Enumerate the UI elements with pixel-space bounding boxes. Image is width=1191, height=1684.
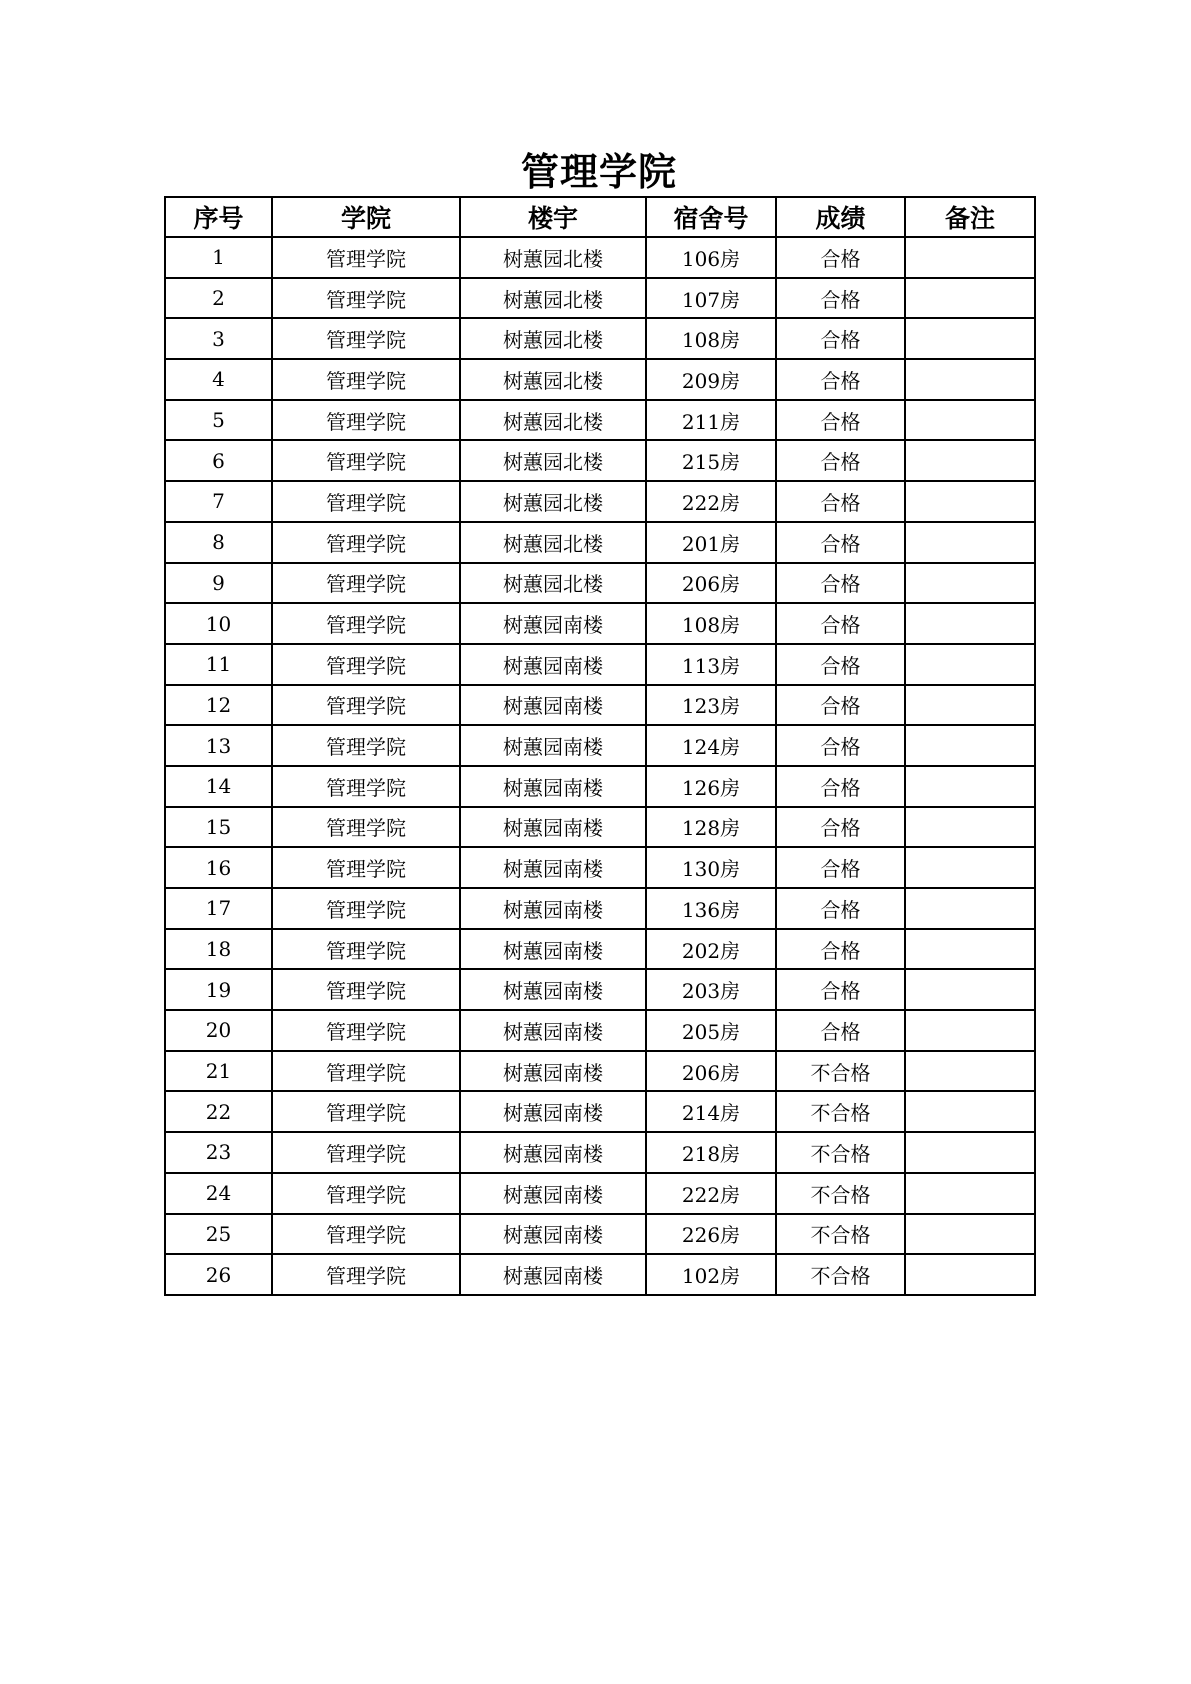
cell-remark bbox=[905, 847, 1035, 888]
cell-college: 管理学院 bbox=[272, 481, 460, 522]
cell-index: 16 bbox=[165, 847, 272, 888]
cell-room: 102房 bbox=[646, 1254, 776, 1295]
cell-college: 管理学院 bbox=[272, 522, 460, 563]
cell-room: 215房 bbox=[646, 440, 776, 481]
cell-room: 201房 bbox=[646, 522, 776, 563]
cell-remark bbox=[905, 766, 1035, 807]
header-college: 学院 bbox=[272, 197, 460, 237]
cell-room: 202房 bbox=[646, 929, 776, 970]
cell-index: 15 bbox=[165, 807, 272, 848]
table-row bbox=[165, 1051, 1035, 1092]
cell-college: 管理学院 bbox=[272, 929, 460, 970]
cell-building: 树蕙园北楼 bbox=[460, 278, 646, 319]
cell-remark bbox=[905, 1214, 1035, 1255]
cell-remark bbox=[905, 481, 1035, 522]
cell-result: 不合格 bbox=[776, 1091, 905, 1132]
cell-remark bbox=[905, 1091, 1035, 1132]
table-row bbox=[165, 1091, 1035, 1132]
cell-index: 23 bbox=[165, 1132, 272, 1173]
cell-index: 13 bbox=[165, 725, 272, 766]
cell-room: 128房 bbox=[646, 807, 776, 848]
cell-index: 12 bbox=[165, 685, 272, 726]
cell-building: 树蕙园南楼 bbox=[460, 1254, 646, 1295]
table-row bbox=[165, 1010, 1035, 1051]
cell-college: 管理学院 bbox=[272, 807, 460, 848]
table-row bbox=[165, 1254, 1035, 1295]
cell-room: 206房 bbox=[646, 1051, 776, 1092]
cell-result: 合格 bbox=[776, 888, 905, 929]
cell-remark bbox=[905, 400, 1035, 441]
cell-result: 合格 bbox=[776, 522, 905, 563]
table-row bbox=[165, 522, 1035, 563]
cell-building: 树蕙园南楼 bbox=[460, 685, 646, 726]
cell-result: 合格 bbox=[776, 725, 905, 766]
cell-building: 树蕙园南楼 bbox=[460, 644, 646, 685]
cell-room: 130房 bbox=[646, 847, 776, 888]
cell-result: 合格 bbox=[776, 969, 905, 1010]
cell-remark bbox=[905, 522, 1035, 563]
table-header-row bbox=[165, 197, 1035, 237]
cell-building: 树蕙园南楼 bbox=[460, 1214, 646, 1255]
cell-room: 206房 bbox=[646, 563, 776, 604]
cell-room: 108房 bbox=[646, 603, 776, 644]
cell-index: 5 bbox=[165, 400, 272, 441]
cell-remark bbox=[905, 440, 1035, 481]
cell-room: 222房 bbox=[646, 1173, 776, 1214]
cell-building: 树蕙园北楼 bbox=[460, 318, 646, 359]
table-row bbox=[165, 644, 1035, 685]
cell-building: 树蕙园北楼 bbox=[460, 522, 646, 563]
cell-remark bbox=[905, 725, 1035, 766]
cell-remark bbox=[905, 644, 1035, 685]
cell-remark bbox=[905, 685, 1035, 726]
table-row bbox=[165, 929, 1035, 970]
cell-remark bbox=[905, 318, 1035, 359]
cell-college: 管理学院 bbox=[272, 440, 460, 481]
cell-result: 合格 bbox=[776, 807, 905, 848]
cell-index: 21 bbox=[165, 1051, 272, 1092]
cell-index: 6 bbox=[165, 440, 272, 481]
cell-college: 管理学院 bbox=[272, 766, 460, 807]
table-row bbox=[165, 359, 1035, 400]
table-row bbox=[165, 888, 1035, 929]
header-remark: 备注 bbox=[905, 197, 1035, 237]
cell-result: 合格 bbox=[776, 644, 905, 685]
cell-index: 26 bbox=[165, 1254, 272, 1295]
header-result: 成绩 bbox=[776, 197, 905, 237]
cell-room: 124房 bbox=[646, 725, 776, 766]
cell-college: 管理学院 bbox=[272, 318, 460, 359]
cell-college: 管理学院 bbox=[272, 278, 460, 319]
cell-building: 树蕙园南楼 bbox=[460, 725, 646, 766]
cell-index: 3 bbox=[165, 318, 272, 359]
cell-college: 管理学院 bbox=[272, 237, 460, 278]
cell-index: 22 bbox=[165, 1091, 272, 1132]
table-row bbox=[165, 807, 1035, 848]
cell-index: 2 bbox=[165, 278, 272, 319]
cell-index: 19 bbox=[165, 969, 272, 1010]
cell-building: 树蕙园南楼 bbox=[460, 1091, 646, 1132]
cell-remark bbox=[905, 807, 1035, 848]
header-room: 宿舍号 bbox=[646, 197, 776, 237]
cell-remark bbox=[905, 1010, 1035, 1051]
cell-college: 管理学院 bbox=[272, 1010, 460, 1051]
cell-remark bbox=[905, 603, 1035, 644]
table-row bbox=[165, 1214, 1035, 1255]
table-body bbox=[165, 237, 1035, 1295]
cell-building: 树蕙园南楼 bbox=[460, 847, 646, 888]
table-row bbox=[165, 440, 1035, 481]
cell-college: 管理学院 bbox=[272, 725, 460, 766]
table-row bbox=[165, 1173, 1035, 1214]
cell-college: 管理学院 bbox=[272, 603, 460, 644]
cell-college: 管理学院 bbox=[272, 1132, 460, 1173]
table-row bbox=[165, 278, 1035, 319]
cell-room: 106房 bbox=[646, 237, 776, 278]
cell-room: 113房 bbox=[646, 644, 776, 685]
table-row bbox=[165, 725, 1035, 766]
cell-college: 管理学院 bbox=[272, 1091, 460, 1132]
cell-index: 24 bbox=[165, 1173, 272, 1214]
cell-index: 7 bbox=[165, 481, 272, 522]
cell-room: 136房 bbox=[646, 888, 776, 929]
cell-building: 树蕙园北楼 bbox=[460, 481, 646, 522]
table-row bbox=[165, 1132, 1035, 1173]
cell-remark bbox=[905, 1132, 1035, 1173]
cell-building: 树蕙园南楼 bbox=[460, 969, 646, 1010]
cell-index: 11 bbox=[165, 644, 272, 685]
cell-result: 合格 bbox=[776, 1010, 905, 1051]
cell-room: 218房 bbox=[646, 1132, 776, 1173]
cell-building: 树蕙园北楼 bbox=[460, 563, 646, 604]
table-row bbox=[165, 318, 1035, 359]
table-row bbox=[165, 481, 1035, 522]
cell-result: 合格 bbox=[776, 237, 905, 278]
dormitory-inspection-table bbox=[164, 196, 1036, 1296]
cell-result: 合格 bbox=[776, 685, 905, 726]
cell-college: 管理学院 bbox=[272, 644, 460, 685]
cell-remark bbox=[905, 929, 1035, 970]
header-building: 楼宇 bbox=[460, 197, 646, 237]
cell-room: 205房 bbox=[646, 1010, 776, 1051]
cell-result: 合格 bbox=[776, 481, 905, 522]
cell-college: 管理学院 bbox=[272, 359, 460, 400]
cell-result: 合格 bbox=[776, 766, 905, 807]
cell-building: 树蕙园南楼 bbox=[460, 603, 646, 644]
cell-building: 树蕙园南楼 bbox=[460, 807, 646, 848]
cell-college: 管理学院 bbox=[272, 1051, 460, 1092]
cell-building: 树蕙园南楼 bbox=[460, 888, 646, 929]
cell-college: 管理学院 bbox=[272, 888, 460, 929]
cell-index: 4 bbox=[165, 359, 272, 400]
cell-index: 10 bbox=[165, 603, 272, 644]
cell-college: 管理学院 bbox=[272, 563, 460, 604]
table-row bbox=[165, 847, 1035, 888]
cell-index: 20 bbox=[165, 1010, 272, 1051]
cell-result: 不合格 bbox=[776, 1173, 905, 1214]
cell-building: 树蕙园北楼 bbox=[460, 359, 646, 400]
cell-remark bbox=[905, 563, 1035, 604]
cell-index: 25 bbox=[165, 1214, 272, 1255]
cell-remark bbox=[905, 888, 1035, 929]
cell-room: 211房 bbox=[646, 400, 776, 441]
table-row bbox=[165, 563, 1035, 604]
cell-result: 合格 bbox=[776, 440, 905, 481]
cell-result: 不合格 bbox=[776, 1254, 905, 1295]
cell-college: 管理学院 bbox=[272, 1254, 460, 1295]
cell-remark bbox=[905, 969, 1035, 1010]
cell-building: 树蕙园南楼 bbox=[460, 1132, 646, 1173]
table-row bbox=[165, 685, 1035, 726]
table-row bbox=[165, 603, 1035, 644]
cell-remark bbox=[905, 278, 1035, 319]
cell-room: 209房 bbox=[646, 359, 776, 400]
header-index: 序号 bbox=[165, 197, 272, 237]
cell-college: 管理学院 bbox=[272, 685, 460, 726]
cell-result: 合格 bbox=[776, 278, 905, 319]
cell-result: 合格 bbox=[776, 847, 905, 888]
cell-building: 树蕙园南楼 bbox=[460, 1010, 646, 1051]
cell-index: 18 bbox=[165, 929, 272, 970]
cell-room: 123房 bbox=[646, 685, 776, 726]
table-row bbox=[165, 400, 1035, 441]
cell-college: 管理学院 bbox=[272, 1173, 460, 1214]
cell-result: 合格 bbox=[776, 400, 905, 441]
cell-result: 合格 bbox=[776, 359, 905, 400]
cell-result: 合格 bbox=[776, 318, 905, 359]
cell-index: 1 bbox=[165, 237, 272, 278]
cell-result: 不合格 bbox=[776, 1051, 905, 1092]
cell-remark bbox=[905, 1254, 1035, 1295]
cell-room: 222房 bbox=[646, 481, 776, 522]
cell-college: 管理学院 bbox=[272, 847, 460, 888]
cell-building: 树蕙园北楼 bbox=[460, 400, 646, 441]
cell-building: 树蕙园南楼 bbox=[460, 929, 646, 970]
cell-index: 14 bbox=[165, 766, 272, 807]
cell-room: 214房 bbox=[646, 1091, 776, 1132]
cell-remark bbox=[905, 359, 1035, 400]
cell-index: 9 bbox=[165, 563, 272, 604]
cell-building: 树蕙园南楼 bbox=[460, 1051, 646, 1092]
cell-result: 合格 bbox=[776, 929, 905, 970]
cell-room: 107房 bbox=[646, 278, 776, 319]
cell-remark bbox=[905, 1051, 1035, 1092]
cell-building: 树蕙园南楼 bbox=[460, 766, 646, 807]
cell-remark bbox=[905, 237, 1035, 278]
table-row bbox=[165, 237, 1035, 278]
cell-room: 108房 bbox=[646, 318, 776, 359]
cell-college: 管理学院 bbox=[272, 1214, 460, 1255]
cell-index: 8 bbox=[165, 522, 272, 563]
cell-result: 合格 bbox=[776, 563, 905, 604]
cell-college: 管理学院 bbox=[272, 400, 460, 441]
cell-result: 不合格 bbox=[776, 1214, 905, 1255]
cell-result: 不合格 bbox=[776, 1132, 905, 1173]
cell-room: 126房 bbox=[646, 766, 776, 807]
table-row bbox=[165, 766, 1035, 807]
cell-remark bbox=[905, 1173, 1035, 1214]
cell-result: 合格 bbox=[776, 603, 905, 644]
cell-index: 17 bbox=[165, 888, 272, 929]
cell-building: 树蕙园北楼 bbox=[460, 440, 646, 481]
cell-building: 树蕙园南楼 bbox=[460, 1173, 646, 1214]
page-title: 管理学院 bbox=[520, 150, 677, 194]
table-row bbox=[165, 969, 1035, 1010]
cell-building: 树蕙园北楼 bbox=[460, 237, 646, 278]
cell-room: 226房 bbox=[646, 1214, 776, 1255]
cell-college: 管理学院 bbox=[272, 969, 460, 1010]
cell-room: 203房 bbox=[646, 969, 776, 1010]
